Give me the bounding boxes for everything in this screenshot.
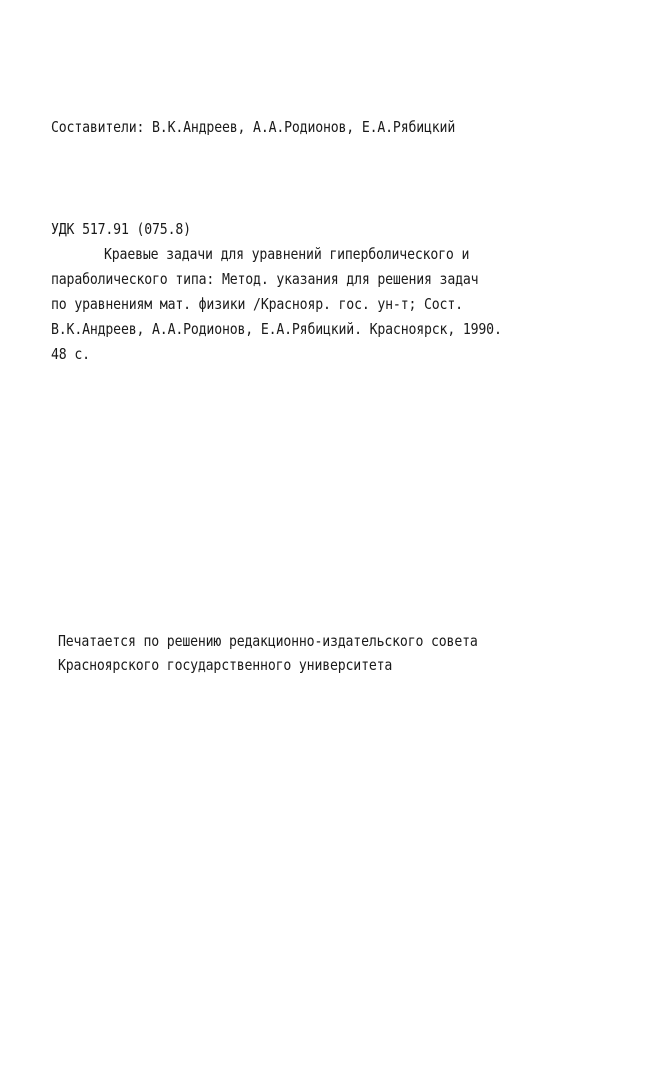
abstract-line: по уравнениям мат. физики /Краснояр. гос. ун-т; Сост. (51, 295, 463, 313)
abstract-line: параболического типа: Метод. указания для решения задач (51, 270, 479, 288)
compilers-line: Составители: В.К.Андреев, А.А.Родионов, Е.А.Рябицкий (51, 118, 456, 136)
imprint-line: Красноярского государственного университета (58, 656, 393, 674)
abstract-line: Краевые задачи для уравнений гиперболического и (104, 245, 470, 263)
abstract-line: В.К.Андреев, А.А.Родионов, Е.А.Рябицкий. Красноярск, 1990. (51, 320, 502, 338)
abstract-line: 48 с. (51, 345, 90, 363)
udc-code: УДК 517.91 (075.8) (51, 220, 191, 238)
imprint-line: Печатается по решению редакционно-издательского совета (58, 632, 478, 650)
